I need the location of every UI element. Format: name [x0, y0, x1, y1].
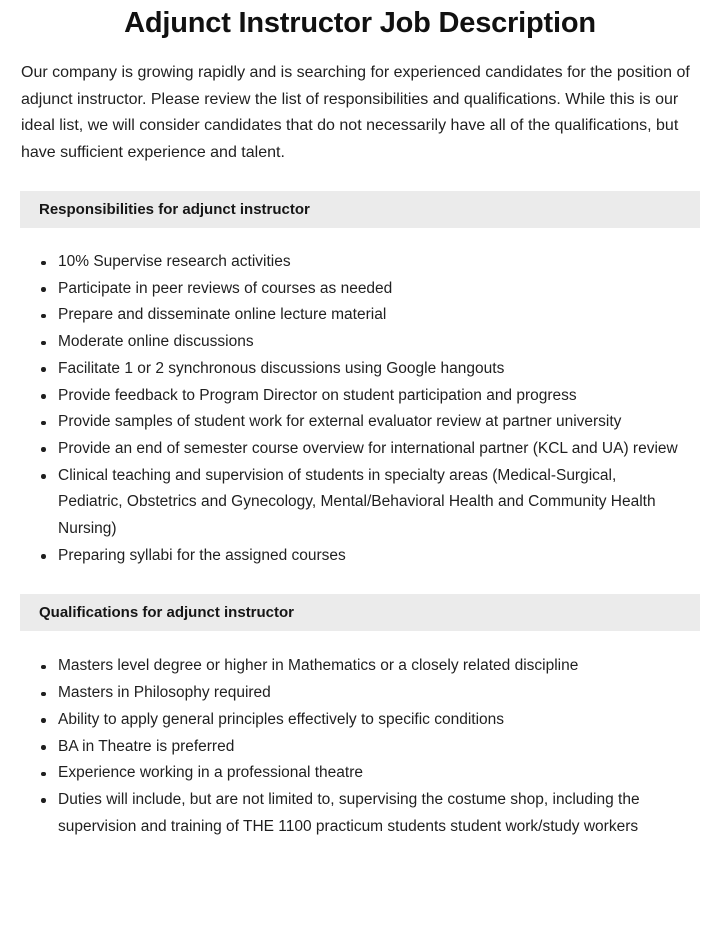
list-item: Prepare and disseminate online lecture material [0, 302, 700, 329]
list-item: Duties will include, but are not limited to, supervising the costume shop, including the supervision and training of THE 1100 practicum students student work/study workers [0, 787, 700, 840]
section-header-qualifications [20, 594, 700, 631]
list-item: Facilitate 1 or 2 synchronous discussions using Google hangouts [0, 356, 700, 383]
list-item: Clinical teaching and supervision of students in specialty areas (Medical-Surgical, Pediatric, Obstetrics and Gynecology, Mental/Behavioral Health and Community Health Nursing) [0, 463, 700, 543]
list-item: 10% Supervise research activities [0, 249, 700, 276]
list-item: Experience working in a professional theatre [0, 760, 700, 787]
section-qualifications [0, 594, 720, 840]
list-item: Participate in peer reviews of courses as needed [0, 276, 700, 303]
list-item: Moderate online discussions [0, 329, 700, 356]
qualifications-list [0, 631, 720, 840]
intro-paragraph: Our company is growing rapidly and is searching for experienced candidates for the position of adjunct instructor. Please review the list of responsibilities and qualifications. While this is our ideal list, we will consider candidates that do not necessarily have all of the qualifications, but have sufficient experience and talent. [21, 64, 690, 161]
list-item: Masters in Philosophy required [0, 680, 700, 707]
page-title: Adjunct Instructor Job Description [124, 7, 596, 39]
section-header-label: Qualifications for adjunct instructor [39, 604, 295, 622]
list-item: Provide an end of semester course overview for international partner (KCL and UA) review [0, 436, 700, 463]
list-item: Ability to apply general principles effectively to specific conditions [0, 707, 700, 734]
list-item: Provide feedback to Program Director on student participation and progress [0, 383, 700, 410]
responsibilities-list [0, 228, 720, 569]
section-responsibilities [0, 191, 720, 569]
list-item: Preparing syllabi for the assigned courses [0, 543, 700, 570]
list-item: BA in Theatre is preferred [0, 734, 700, 761]
section-header-responsibilities [20, 191, 700, 228]
list-item: Provide samples of student work for external evaluator review at partner university [0, 409, 700, 436]
section-header-label: Responsibilities for adjunct instructor [39, 201, 310, 218]
list-item: Masters level degree or higher in Mathematics or a closely related discipline [0, 653, 700, 680]
